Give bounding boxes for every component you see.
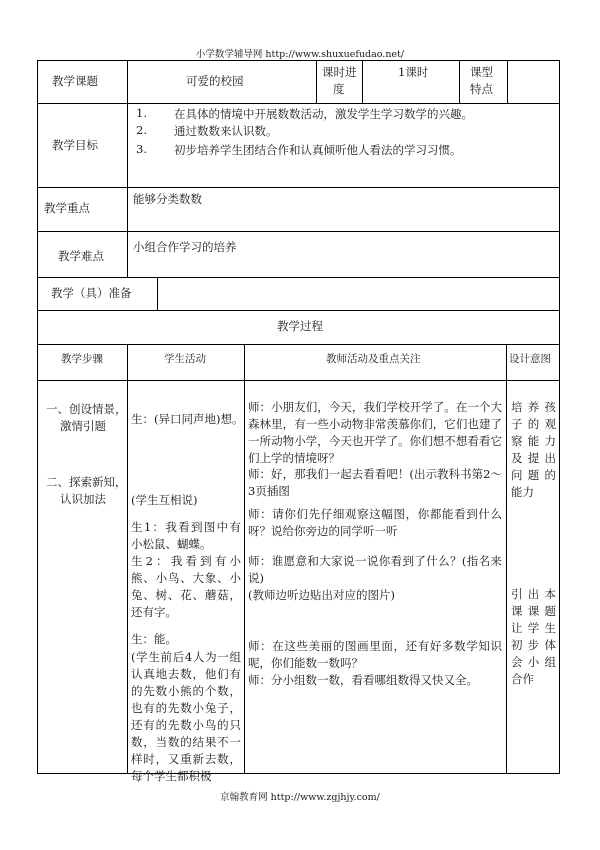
student-activity: 生：能。 — [131, 632, 177, 646]
table-line — [459, 60, 460, 103]
goal-item: 初步培养学生团结合作和认真倾听他人看法的学习习惯。 — [174, 143, 462, 157]
process-title: 教学过程 — [277, 319, 323, 333]
tools-label: 教学（具）准备 — [51, 286, 132, 300]
table-line — [506, 344, 507, 774]
table-line — [362, 60, 363, 103]
table-line — [157, 277, 158, 310]
key-label: 教学重点 — [44, 201, 90, 215]
student-activity: (学生前后4人为一组认真地去数，他们有的先数小熊的个数，也有的先数小兔子，还有的先数小鸟的只数，当数的结果不一样时，又重新去数，每个学生都积极 — [131, 650, 241, 783]
type-label-2: 特点 — [470, 82, 493, 96]
goal-number: 3. — [136, 142, 147, 156]
table-line — [37, 187, 560, 188]
teacher-activity: 师：在这些美丽的图画里面，还有好多数学知识呢，你们能数一数吗？ — [248, 639, 502, 670]
goal-number: 2. — [136, 123, 147, 137]
progress-label-2: 度 — [333, 82, 345, 96]
col-header-intent: 设计意图 — [509, 353, 551, 365]
student-activity: 生2：我看到有小熊、小鸟、大象、小兔、树、花、蘑菇，还有字。 — [131, 554, 241, 619]
page-footer: 京翰教育网 http://www.zgjhjy.com/ — [220, 792, 380, 803]
table-line — [127, 103, 128, 277]
goal-item: 在具体的情境中开展数数活动，激发学生学习数学的兴趣。 — [174, 107, 473, 121]
student-activity: 生：(异口同声地)想。 — [131, 412, 244, 426]
table-line — [37, 103, 560, 104]
table-line — [559, 60, 560, 774]
step-2-title: 二、探索新知， — [46, 475, 127, 489]
progress-value: 1课时 — [398, 65, 429, 79]
table-line — [37, 380, 560, 381]
topic-label: 教学课题 — [52, 74, 98, 88]
table-line — [37, 60, 38, 774]
table-line — [37, 773, 560, 774]
goals-label: 教学目标 — [52, 138, 98, 152]
table-line — [37, 231, 560, 232]
teacher-activity: 师：谁愿意和大家说一说你看到了什么？(指名来说) — [248, 554, 502, 585]
step-1-subtitle: 激情引题 — [60, 419, 106, 433]
progress-label: 课时进 — [322, 65, 357, 79]
table-line — [127, 60, 128, 103]
topic-value: 可爱的校园 — [186, 74, 244, 88]
table-line — [37, 277, 560, 278]
teacher-activity: 师：分小组数一数，看看哪组数得又快又全。 — [248, 673, 478, 687]
teacher-activity: (教师边听边贴出对应的图片) — [248, 588, 395, 602]
table-line — [507, 60, 508, 103]
teacher-activity: 师：好，那我们一起去看看吧！(出示教科书第2～3页插图 — [248, 467, 502, 498]
difficulty-value: 小组合作学习的培养 — [133, 240, 237, 254]
key-value: 能够分类数数 — [133, 192, 202, 206]
col-header-student: 学生活动 — [164, 353, 206, 365]
type-label: 课型 — [470, 65, 493, 79]
design-intent: 引出本课课题让学生初步体会小组合作 — [511, 587, 556, 686]
student-activity: 生1：我看到图中有小松鼠、蝴蝶。 — [131, 520, 241, 551]
goal-number: 1. — [136, 106, 147, 120]
teacher-activity: 师：小朋友们，今天，我们学校开学了。在一个大森林里，有一些小动物非常羡慕你们，它们也建了一所动物小学，今天也开学了。你们想不想看看它们上学的情境呀？ — [248, 400, 502, 465]
difficulty-label: 教学难点 — [58, 249, 104, 263]
goal-item: 通过数数来认识数。 — [174, 124, 278, 138]
step-1-title: 一、创设情景， — [46, 402, 127, 416]
page-header: 小学数学辅导网 http://www.shuxuefudao.net/ — [195, 49, 405, 60]
table-line — [37, 344, 560, 345]
table-line — [37, 60, 560, 61]
teacher-activity: 师：请你们先仔细观察这幅图，你都能看到什么呀？说给你旁边的同学听一听 — [248, 507, 502, 538]
student-activity: (学生互相说) — [131, 493, 198, 507]
table-line — [316, 60, 317, 103]
col-header-teacher: 教师活动及重点关注 — [326, 353, 421, 365]
table-line — [127, 344, 128, 774]
design-intent: 培养孩子的观察能力及提出问题的能力 — [511, 400, 556, 499]
table-line — [37, 310, 560, 311]
table-line — [244, 344, 245, 774]
step-2-subtitle: 认识加法 — [60, 492, 106, 506]
col-header-steps: 教学步骤 — [61, 353, 103, 365]
